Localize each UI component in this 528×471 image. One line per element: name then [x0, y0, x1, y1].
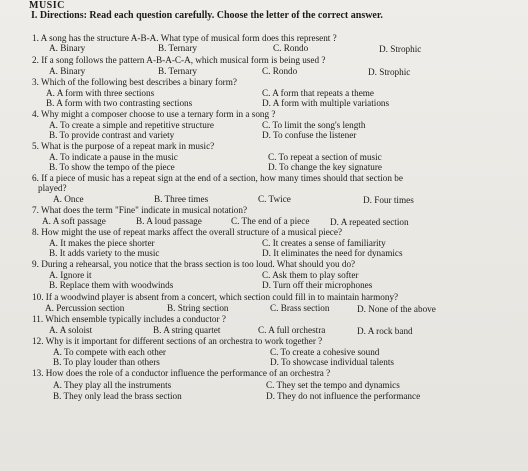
option-d[interactable]: D. A rock band [357, 326, 413, 336]
option-d[interactable]: D. To showcase individual talents [270, 357, 394, 367]
question-stem: 8. How might the use of repeat marks affect the overall structure of a musical piece? [32, 227, 343, 237]
option-a[interactable]: A. Binary [49, 66, 86, 76]
option-a[interactable]: A. Ignore it [49, 270, 92, 280]
option-b[interactable]: B. To play louder than others [53, 357, 160, 367]
option-d[interactable]: D. Turn off their microphones [262, 280, 373, 290]
option-a[interactable]: A. A soloist [49, 325, 93, 335]
option-c[interactable]: C. Brass section [270, 303, 330, 313]
question-stem: 13. How does the role of a conductor influence the performance of an orchestra ? [32, 368, 331, 378]
question-stem: 2. If a song follows the pattern A-B-A-C-A, which musical form is being used ? [32, 55, 326, 65]
option-d[interactable]: D. Strophic [368, 67, 411, 77]
option-a[interactable]: A. A soft passage [42, 216, 106, 226]
option-b[interactable]: B. Ternary [158, 43, 197, 53]
option-c[interactable]: C. Rondo [273, 43, 309, 53]
question-stem: 3. Which of the following best describes a binary form? [32, 77, 237, 87]
option-a[interactable]: A. A form with three sections [46, 88, 155, 98]
option-d[interactable]: D. A repeated section [330, 217, 409, 227]
option-c[interactable]: C. A form that repeats a theme [262, 88, 375, 98]
option-c[interactable]: C. A full orchestra [258, 325, 326, 335]
option-d[interactable]: D. Four times [363, 195, 414, 205]
option-a[interactable]: A. To create a simple and repetitive structure [49, 120, 215, 130]
option-b[interactable]: B. To show the tempo of the piece [49, 162, 175, 172]
option-a[interactable]: A. To indicate a pause in the music [49, 152, 178, 162]
option-d[interactable]: D. Strophic [379, 44, 422, 54]
option-b[interactable]: B. It adds variety to the music [49, 248, 160, 258]
option-d[interactable]: D. A form with multiple variations [262, 98, 390, 108]
option-c[interactable]: C. To limit the song's length [262, 120, 366, 130]
option-d[interactable]: D. None of the above [357, 304, 436, 314]
option-a[interactable]: A. Percussion section [45, 303, 125, 313]
question-stem: 11. Which ensemble typically includes a conductor ? [32, 314, 226, 324]
option-c[interactable]: C. Ask them to play softer [262, 270, 359, 280]
option-b[interactable]: B. String section [167, 303, 229, 313]
option-d[interactable]: D. To change the key signature [268, 162, 382, 172]
option-d[interactable]: D. It eliminates the need for dynamics [262, 248, 403, 258]
option-c[interactable]: C. To repeat a section of music [268, 152, 382, 162]
option-a[interactable]: A. Once [53, 194, 84, 204]
directions-text: I. Directions: Read each question carefully. Choose the letter of the correct answer. [31, 10, 383, 21]
option-b[interactable]: B. A loud passage [136, 216, 202, 226]
question-stem: 12. Why is it important for different sections of an orchestra to work together ? [32, 336, 323, 346]
option-b[interactable]: B. To provide contrast and variety [49, 130, 175, 140]
option-b[interactable]: B. A string quartet [153, 325, 221, 335]
option-a[interactable]: A. They play all the instruments [53, 380, 172, 390]
question-stem-continued: played? [38, 183, 67, 193]
subject-title: MUSIC [29, 0, 65, 11]
question-stem: 1. A song has the structure A-B-A. What type of musical form does this represent ? [32, 33, 337, 43]
option-b[interactable]: B. Replace them with woodwinds [49, 280, 174, 290]
question-stem: 5. What is the purpose of a repeat mark in music? [32, 141, 215, 151]
question-stem: 10. If a woodwind player is absent from a concert, which section could fill in to maintain harmony? [32, 292, 399, 302]
option-b[interactable]: B. A form with two contrasting sections [46, 98, 193, 108]
option-c[interactable]: C. Rondo [262, 66, 298, 76]
option-c[interactable]: C. To create a cohesive sound [270, 347, 380, 357]
option-c[interactable]: C. They set the tempo and dynamics [266, 380, 400, 390]
question-stem: 6. If a piece of music has a repeat sign at the end of a section, how many times should that section be [32, 173, 403, 183]
option-d[interactable]: D. To confuse the listener [262, 130, 357, 140]
question-stem: 4. Why might a composer choose to use a ternary form in a song ? [32, 109, 276, 119]
option-d[interactable]: D. They do not influence the performance [266, 391, 421, 401]
option-b[interactable]: B. Ternary [158, 66, 197, 76]
option-b[interactable]: B. Three times [154, 194, 209, 204]
option-a[interactable]: A. To compete with each other [53, 347, 166, 357]
option-a[interactable]: A. Binary [49, 43, 86, 53]
option-c[interactable]: C. It creates a sense of familiarity [262, 238, 386, 248]
option-a[interactable]: A. It makes the piece shorter [49, 238, 155, 248]
option-c[interactable]: C. The end of a piece [231, 216, 310, 226]
option-b[interactable]: B. They only lead the brass section [53, 391, 182, 401]
question-stem: 9. During a rehearsal, you notice that the brass section is too loud. What should you do? [32, 259, 356, 269]
option-c[interactable]: C. Twice [258, 194, 291, 204]
question-stem: 7. What does the term "Fine" indicate in musical notation? [32, 205, 248, 215]
